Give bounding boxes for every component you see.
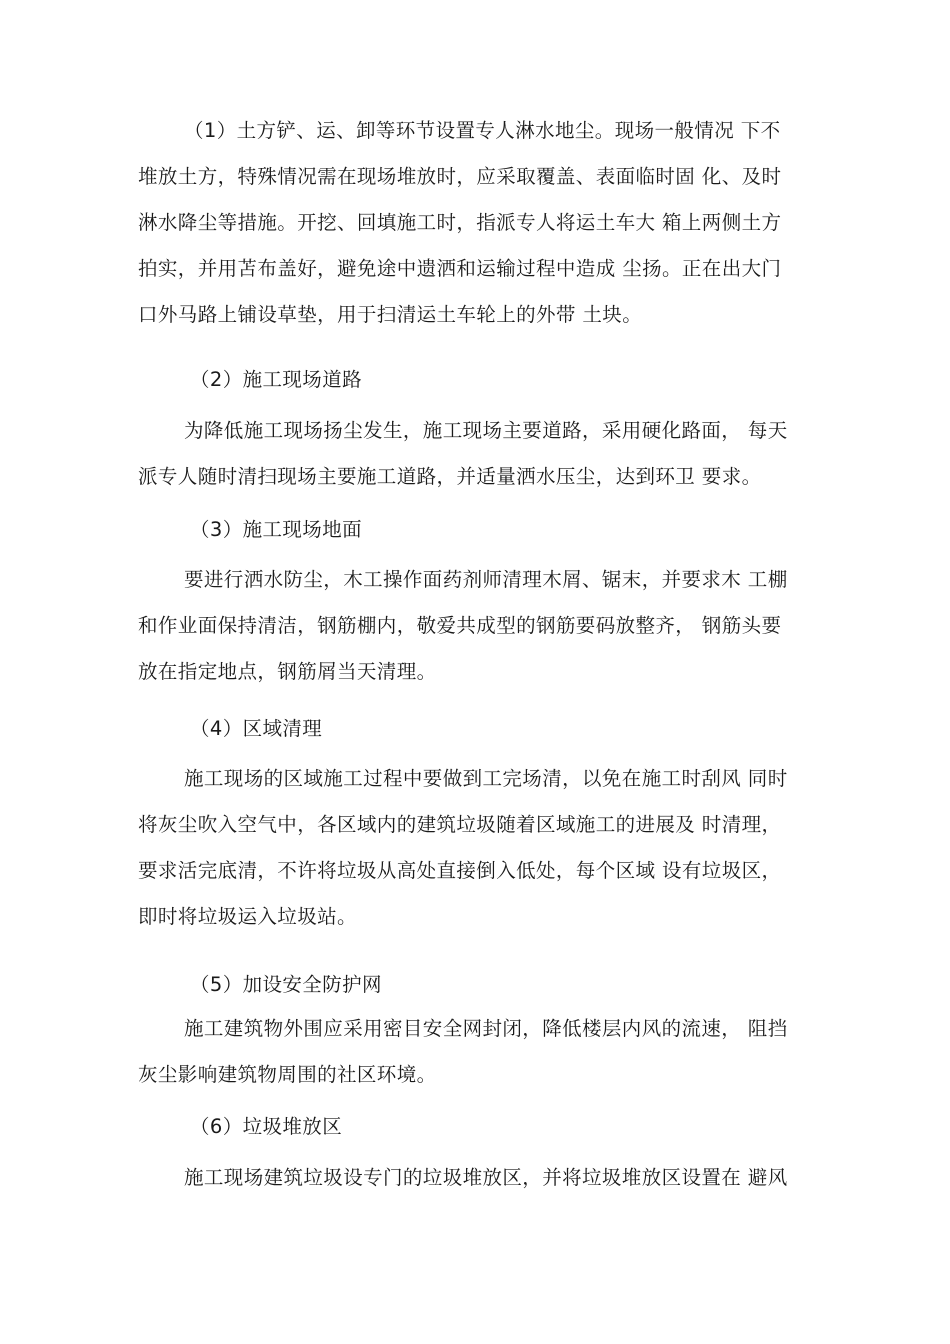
paragraph-line: 施工现场的区域施工过程中要做到工完场清，以免在施工时刮风 同时 [184, 767, 788, 790]
section-2 [138, 357, 828, 403]
paragraph-line: 淋水降尘等措施。开挖、回填施工时，指派专人将运土车大 箱上两侧土方 [138, 211, 782, 234]
paragraph-line: 和作业面保持清洁，钢筋棚内，敬爱共成型的钢筋要码放整齐， 钢筋头要 [138, 614, 782, 637]
section-6-paragraph [138, 1155, 828, 1201]
paragraph-line: 要进行洒水防尘，木工操作面药剂师清理木屑、锯末，并要求木 工棚 [184, 568, 788, 591]
paragraph-line: 放在指定地点，钢筋屑当天清理。 [138, 660, 437, 683]
section-3 [138, 507, 828, 553]
paragraph-line: 即时将垃圾运入垃圾站。 [138, 905, 357, 928]
section-heading: （2）施工现场道路 [190, 368, 363, 391]
section-6 [138, 1104, 828, 1150]
section-1-paragraph [138, 108, 828, 338]
section-heading: （6）垃圾堆放区 [190, 1115, 343, 1138]
paragraph-line: 将灰尘吹入空气中，各区域内的建筑垃圾随着区域施工的进展及 时清理， [138, 813, 782, 836]
section-4-paragraph [138, 756, 828, 940]
paragraph-line: 灰尘影响建筑物周围的社区环境。 [138, 1063, 437, 1086]
paragraph-line: 要求活完底清，不许将垃圾从高处直接倒入低处，每个区域 设有垃圾区， [138, 859, 782, 882]
paragraph-line: 口外马路上铺设草垫，用于扫清运土车轮上的外带 土块。 [138, 303, 643, 326]
paragraph-line: 派专人随时清扫现场主要施工道路，并适量洒水压尘，达到环卫 要求。 [138, 465, 762, 488]
paragraph-line: （1）土方铲、运、卸等环节设置专人淋水地尘。现场一般情况 下不 [184, 119, 781, 142]
paragraph-line: 堆放土方，特殊情况需在现场堆放时，应采取覆盖、表面临时固 化、及时 [138, 165, 782, 188]
section-5 [138, 962, 828, 1008]
section-2-paragraph [138, 408, 828, 500]
paragraph-line: 施工现场建筑垃圾设专门的垃圾堆放区，并将垃圾堆放区设置在 避风 [184, 1166, 788, 1189]
paragraph-line: 拍实，并用苫布盖好，避免途中遗洒和运输过程中造成 尘扬。正在出大门 [138, 257, 782, 280]
section-heading: （5）加设安全防护网 [190, 973, 382, 996]
section-heading: （3）施工现场地面 [190, 518, 363, 541]
paragraph-line: 为降低施工现场扬尘发生，施工现场主要道路，采用硬化路面， 每天 [184, 419, 788, 442]
paragraph-line: 施工建筑物外围应采用密目安全网封闭，降低楼层内风的流速， 阻挡 [184, 1017, 788, 1040]
section-5-paragraph [138, 1006, 828, 1098]
section-heading: （4）区域清理 [190, 717, 323, 740]
section-3-paragraph [138, 557, 828, 695]
section-4 [138, 706, 828, 752]
